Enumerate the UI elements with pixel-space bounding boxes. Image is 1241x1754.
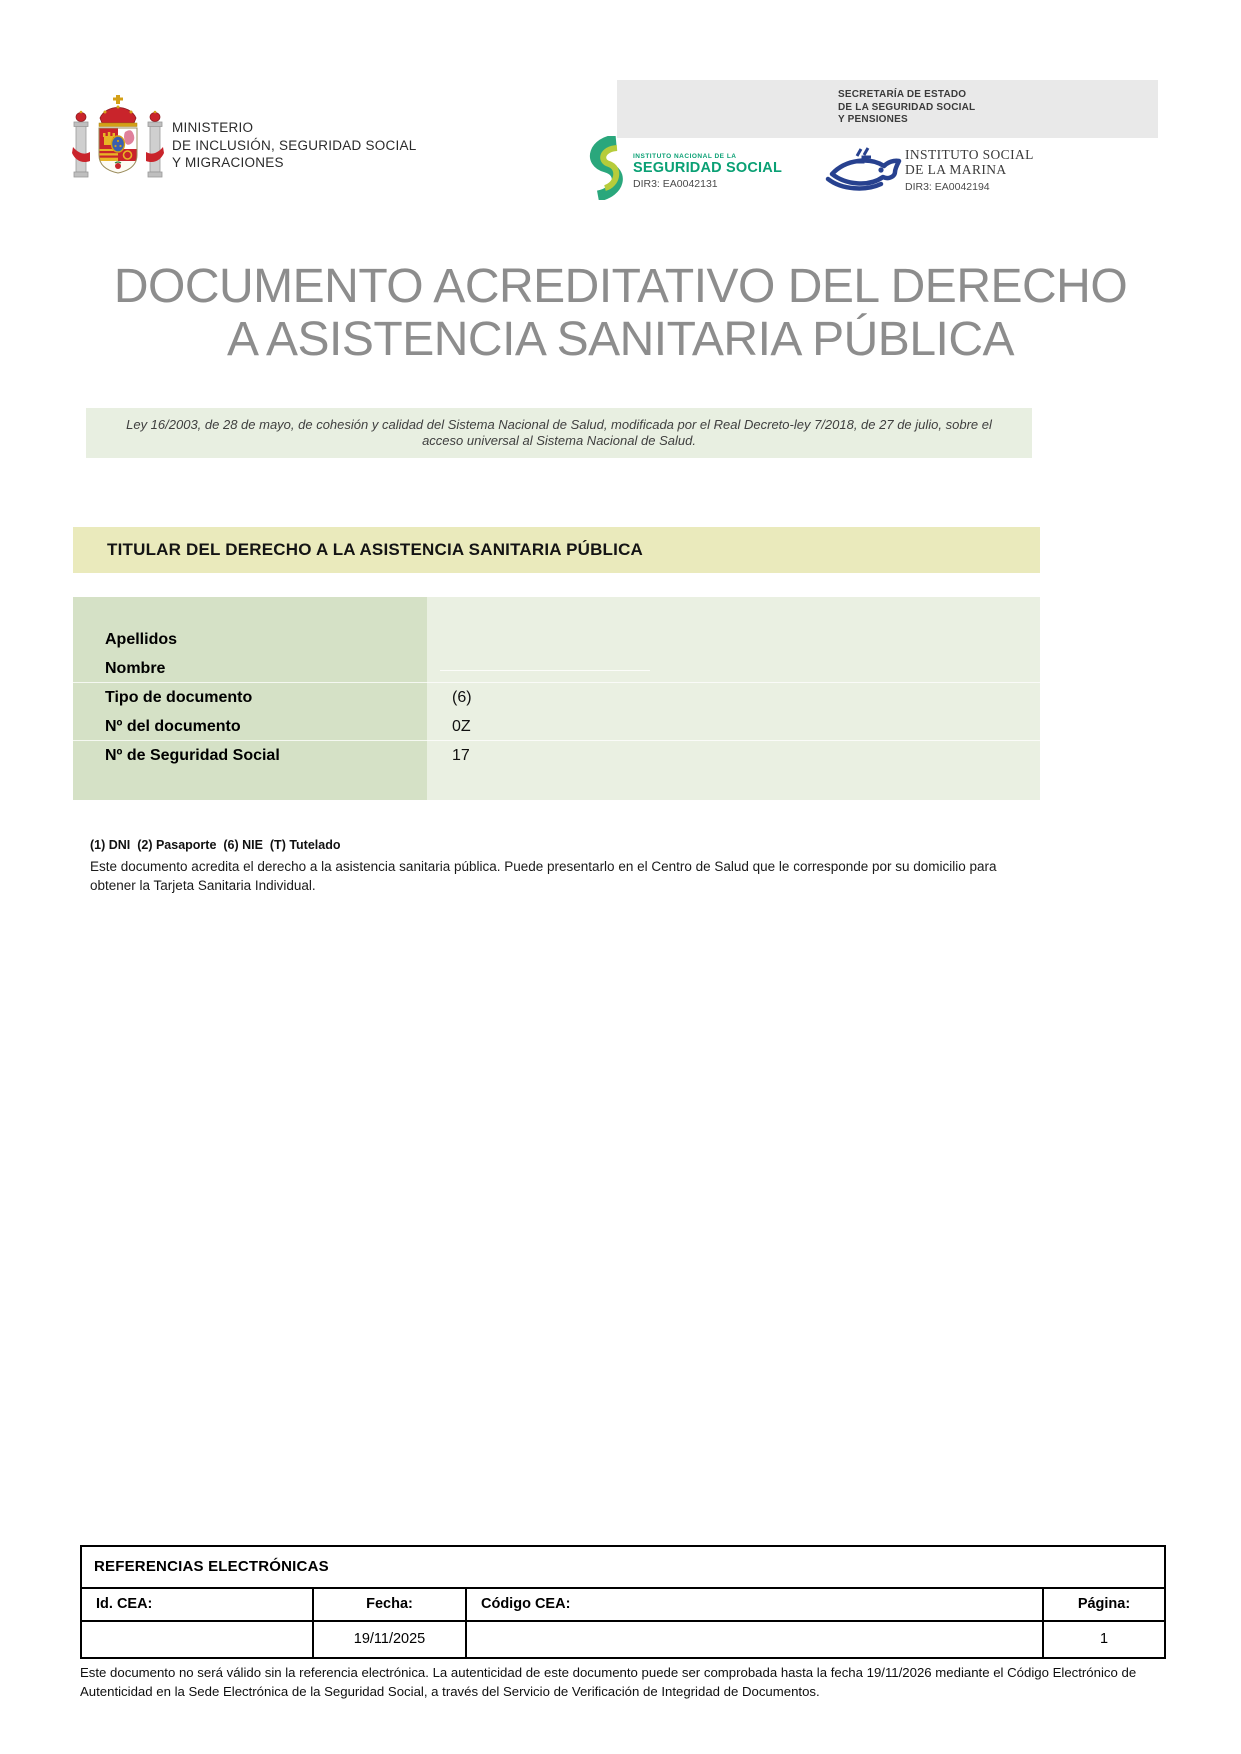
fecha-value: 19/11/2025 (314, 1622, 467, 1657)
inss-text (633, 153, 782, 190)
ministry-name (172, 119, 417, 172)
validity-footer-note: Este documento no será válido sin la referencia electrónica. La autenticidad de este documento puede ser comprobada hasta la fecha 19/11/2026 mediante el Código Electrónico de Autenticidad en la Sede Electrónica de la Seguridad Social, a través del Servicio de Verificación de Integridad de Documentos. (80, 1665, 1137, 1699)
secretaria-line: Y PENSIONES (838, 114, 908, 125)
document-description: Este documento acredita el derecho a la asistencia sanitaria pública. Puede presentarlo en el Centro de Salud que le corresponde por su domicilio para obtener la Tarjeta Sanitaria Individual. (90, 859, 997, 893)
ism-text (905, 148, 1034, 195)
titular-data-table (73, 597, 1040, 800)
pagina-label: Página: (1077, 1596, 1131, 1612)
titular-section-header: TITULAR DEL DERECHO A LA ASISTENCIA SANITARIA PÚBLICA (73, 527, 1040, 573)
field-label-num-seguridad-social: Nº de Seguridad Social (105, 747, 280, 764)
field-value-apellidos (427, 625, 452, 654)
field-label-num-documento: Nº del documento (105, 718, 241, 735)
field-value-num-seguridad-social: 17 (452, 747, 470, 764)
ministry-line: MINISTERIO (172, 120, 254, 135)
ism-dir3: DIR3: EA0042194 (905, 181, 990, 193)
referencias-electronicas-table (80, 1545, 1166, 1659)
inss-name: SEGURIDAD SOCIAL (633, 160, 783, 176)
codigo-cea-label: Código CEA: (467, 1589, 1044, 1620)
pagina-value: 1 (1099, 1631, 1109, 1647)
id-cea-value (82, 1622, 314, 1657)
table-row (73, 741, 1040, 770)
document-title-line: DOCUMENTO ACREDITATIVO DEL DERECHO (113, 260, 1128, 313)
document-title-line: A ASISTENCIA SANITARIA PÚBLICA (226, 313, 1015, 366)
field-label-apellidos: Apellidos (105, 631, 178, 648)
ism-line: DE LA MARINA (905, 161, 1007, 177)
inss-dir3: DIR3: EA0042131 (633, 178, 718, 190)
ism-line: INSTITUTO SOCIAL (905, 147, 1034, 162)
field-label-nombre: Nombre (105, 660, 166, 677)
field-value-nombre (427, 654, 452, 682)
inss-logo (576, 136, 816, 200)
spain-coat-of-arms-icon (72, 92, 164, 190)
field-value-tipo-documento: (6) (452, 689, 472, 706)
inss-superline: INSTITUTO NACIONAL DE LA (633, 153, 737, 160)
document-title (0, 260, 1241, 366)
secretaria-name (838, 89, 975, 127)
ministry-line: Y MIGRACIONES (172, 155, 284, 170)
field-value-num-documento: 0Z (452, 718, 471, 735)
secretaria-line: SECRETARÍA DE ESTADO (838, 89, 967, 100)
document-type-legend: (1) DNI (2) Pasaporte (6) NIE (T) Tutelado (90, 838, 341, 852)
ministry-line: DE INCLUSIÓN, SEGURIDAD SOCIAL (172, 137, 417, 153)
referencias-values-row (82, 1622, 1164, 1657)
table-rows (73, 625, 1040, 770)
secretaria-box (617, 80, 1158, 138)
table-row (73, 654, 1040, 683)
law-note-text: Ley 16/2003, de 28 de mayo, de cohesión y calidad del Sistema Nacional de Salud, modificada por el Real Decreto-ley 7/2018, de 27 de julio, sobre el acceso universal al Sistema Nacional de Salud. (126, 416, 992, 448)
fecha-label: Fecha: (314, 1589, 467, 1620)
field-label-tipo-documento: Tipo de documento (105, 689, 253, 706)
table-row (73, 625, 1040, 654)
referencias-table-title: REFERENCIAS ELECTRÓNICAS (82, 1547, 1164, 1589)
law-note-strip (86, 408, 1032, 458)
inss-s-icon (576, 136, 630, 200)
table-row (73, 683, 1040, 712)
id-cea-label: Id. CEA: (82, 1589, 314, 1620)
secretaria-line: DE LA SEGURIDAD SOCIAL (838, 101, 976, 113)
table-row (73, 712, 1040, 741)
ism-fish-icon (824, 146, 902, 196)
ism-logo (824, 144, 1084, 204)
referencias-labels-row (82, 1589, 1164, 1622)
codigo-cea-value (467, 1622, 1044, 1657)
